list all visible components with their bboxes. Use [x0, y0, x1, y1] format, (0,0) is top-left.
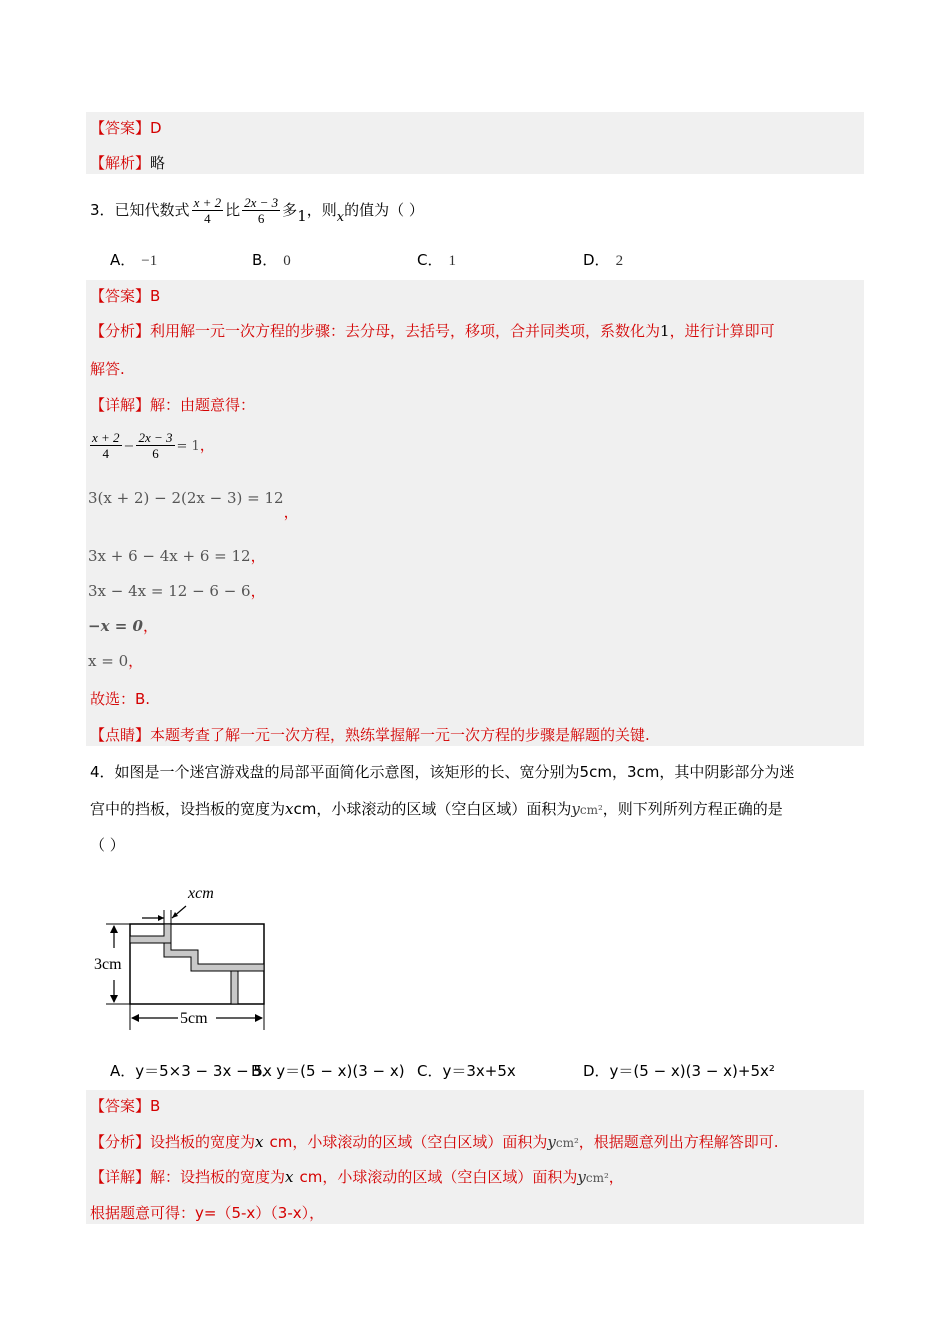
q3-option-d: D． 2: [583, 251, 624, 269]
q4-stem-line3: （ ）: [90, 836, 125, 854]
q3-option-b: B． 0: [252, 251, 291, 269]
answer-panel-q2: [86, 112, 864, 174]
q3-step-6: x = 0，: [88, 652, 144, 670]
q2-answer: 【答案】D: [90, 119, 162, 137]
label-3cm: 3cm: [94, 956, 122, 973]
q3-step1-frac-2: $\frac{2x - 3}{6}$: [138, 430, 173, 461]
q3-detail: 【详解】解：由题意得：: [90, 396, 256, 414]
q2-analysis: 【解析】略: [90, 154, 166, 172]
label-5cm: 5cm: [180, 1010, 208, 1027]
q3-step1-frac-1: $\frac{x + 2}{4}$: [92, 430, 120, 461]
q4-stem-line2: 宫中的挡板，设挡板的宽度为xcm，小球滚动的区域（空白区域）面积为ycm²，则下列所列方程正确的是: [90, 800, 783, 818]
q4-option-b: B．y＝(5 − x)(3 − x): [251, 1062, 405, 1080]
q4-option-d: D．y＝(5 − x)(3 − x)+5x²: [583, 1062, 775, 1080]
q4-stem-line1: 4．如图是一个迷宫游戏盘的局部平面简化示意图，该矩形的长、宽分别为5cm，3cm，其中阴影部分为迷: [90, 763, 795, 781]
q3-option-c: C． 1: [417, 251, 456, 269]
q3-answer: 【答案】B: [90, 287, 161, 305]
q3-fraction-2: $\frac{2x - 3}{6}$: [244, 195, 279, 226]
q4-answer: 【答案】B: [90, 1097, 161, 1115]
q3-stem: 3．已知代数式 $\frac{x + 2}{4}$ 比 $\frac{2x - 3}{6}$ 多1，则x的值为（ ）: [90, 195, 424, 226]
q3-analysis: 【分析】利用解一元一次方程的步骤：去分母，去括号，移项，合并同类项，系数化为1，进行计算即可: [90, 322, 775, 340]
maze-diagram: [90, 880, 280, 1035]
label-xcm: xcm: [188, 885, 214, 902]
q3-option-a: A． −1: [110, 251, 158, 269]
q3-step-2: 3(x + 2) − 2(2x − 3) = 12，: [88, 489, 299, 521]
q4-detail: 【详解】解：设挡板的宽度为x cm，小球滚动的区域（空白区域）面积为ycm²，: [90, 1168, 624, 1186]
answer-panel-q3: [86, 280, 864, 746]
q4-final: 根据题意可得：y=（5-x）（3-x），: [90, 1204, 325, 1222]
q3-analysis-cont: 解答.: [90, 360, 125, 378]
q3-step-4: 3x − 4x = 12 − 6 − 6，: [88, 582, 266, 600]
q4-option-c: C．y＝3x+5x: [417, 1062, 516, 1080]
q4-option-a: A．y＝5×3 − 3x − 5x: [110, 1062, 272, 1080]
q3-step-3: 3x + 6 − 4x + 6 = 12，: [88, 547, 266, 565]
q3-step-5: −x = 0，: [88, 617, 158, 635]
q3-fraction-1: $\frac{x + 2}{4}$: [193, 195, 222, 226]
q4-analysis: 【分析】设挡板的宽度为x cm，小球滚动的区域（空白区域）面积为ycm²，根据题意列出方程解答即可.: [90, 1133, 779, 1151]
q3-step-1: $\frac{x + 2}{4}$ − $\frac{2x - 3}{6}$ = 1，: [92, 430, 215, 461]
q3-choice: 故选：B.: [90, 690, 151, 708]
q3-comment: 【点睛】本题考查了解一元一次方程，熟练掌握解一元一次方程的步骤是解题的关键.: [90, 726, 650, 744]
